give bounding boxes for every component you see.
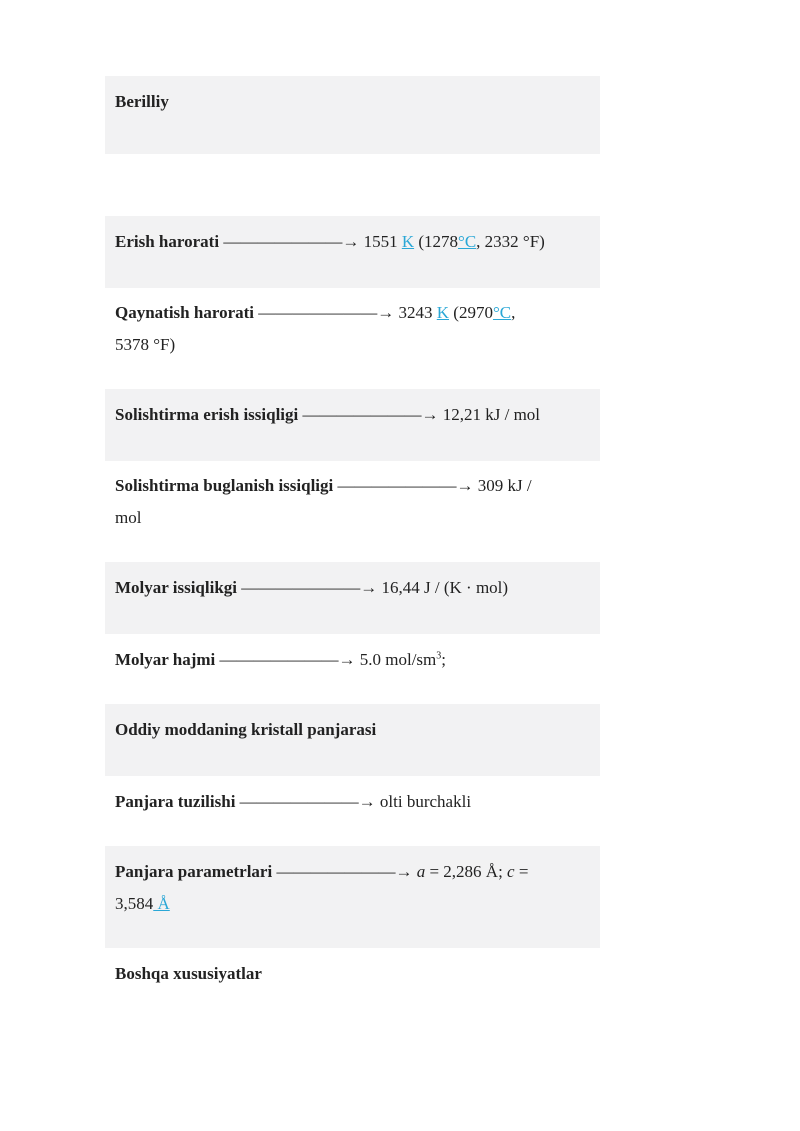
melting-fahrenheit-value: , 2332 °F) [476,232,545,251]
semicolon: ; [441,650,447,669]
kelvin-link[interactable]: K [401,232,415,251]
boiling-point-row [105,287,600,363]
crystal-heading-row [105,704,600,776]
boiling-comma: , [511,303,516,322]
crystal-lattice-heading: Oddiy moddaning kristall panjarasi [115,720,377,739]
arrow: ———————→ [276,862,413,881]
param-c-equals: = [518,862,529,881]
page-title: Berilliy [115,92,169,111]
kelvin-link[interactable]: K [436,303,450,322]
molar-volume-label: Molyar hajmi [115,650,216,669]
vaporization-heat-label: Solishtirma buglanish issiqligi [115,476,334,495]
vaporization-heat-value: 309 kJ / [477,476,532,495]
arrow: ———————→ [223,232,360,251]
molar-volume-row [105,634,600,704]
molar-heat-value: 16,44 J / (K · mol) [381,578,509,597]
melting-kelvin-value: 1551 [363,232,398,251]
melting-point-label: Erish harorati [115,232,220,251]
fusion-heat-label: Solishtirma erish issiqligi [115,405,299,424]
arrow: ———————→ [258,303,395,322]
vaporization-heat-row [105,460,600,536]
arrow: ———————→ [219,650,356,669]
param-c-symbol: c [507,862,515,881]
lattice-params-row [105,846,600,948]
other-properties-heading: Boshqa xususiyatlar [115,964,262,983]
lattice-structure-label: Panjara tuzilishi [115,792,236,811]
lattice-params-label: Panjara parametrlari [115,862,273,881]
angstrom-link[interactable]: Å [153,894,170,913]
fusion-heat-row [105,389,600,461]
param-a-symbol: a [416,862,426,881]
celsius-link[interactable]: °C [458,232,477,251]
arrow: ———————→ [239,792,376,811]
boiling-fahrenheit-value: 5378 °F) [115,335,176,354]
molar-heat-label: Molyar issiqlikgi [115,578,238,597]
fusion-heat-value: 12,21 kJ / mol [442,405,541,424]
celsius-link[interactable]: °C [492,303,512,322]
param-c-value: 3,584 [115,894,154,913]
arrow: ———————→ [241,578,378,597]
vaporization-heat-unit: mol [115,508,142,527]
arrow: ———————→ [337,476,474,495]
melting-point-row [105,216,600,288]
superscript: 3 [436,650,442,662]
molar-volume-value: 5.0 mol/sm [359,650,437,669]
lattice-structure-row [105,776,600,846]
title-block [105,76,600,154]
lattice-structure-value: olti burchakli [379,792,472,811]
arrow: ———————→ [302,405,439,424]
melting-celsius-value: (1278 [418,232,459,251]
param-a-value: = 2,286 Å; [429,862,503,881]
boiling-point-label: Qaynatish harorati [115,303,255,322]
boiling-celsius-value: (2970 [453,303,493,322]
other-properties-row [105,948,600,1008]
boiling-kelvin-value: 3243 [398,303,433,322]
molar-heat-row [105,562,600,634]
